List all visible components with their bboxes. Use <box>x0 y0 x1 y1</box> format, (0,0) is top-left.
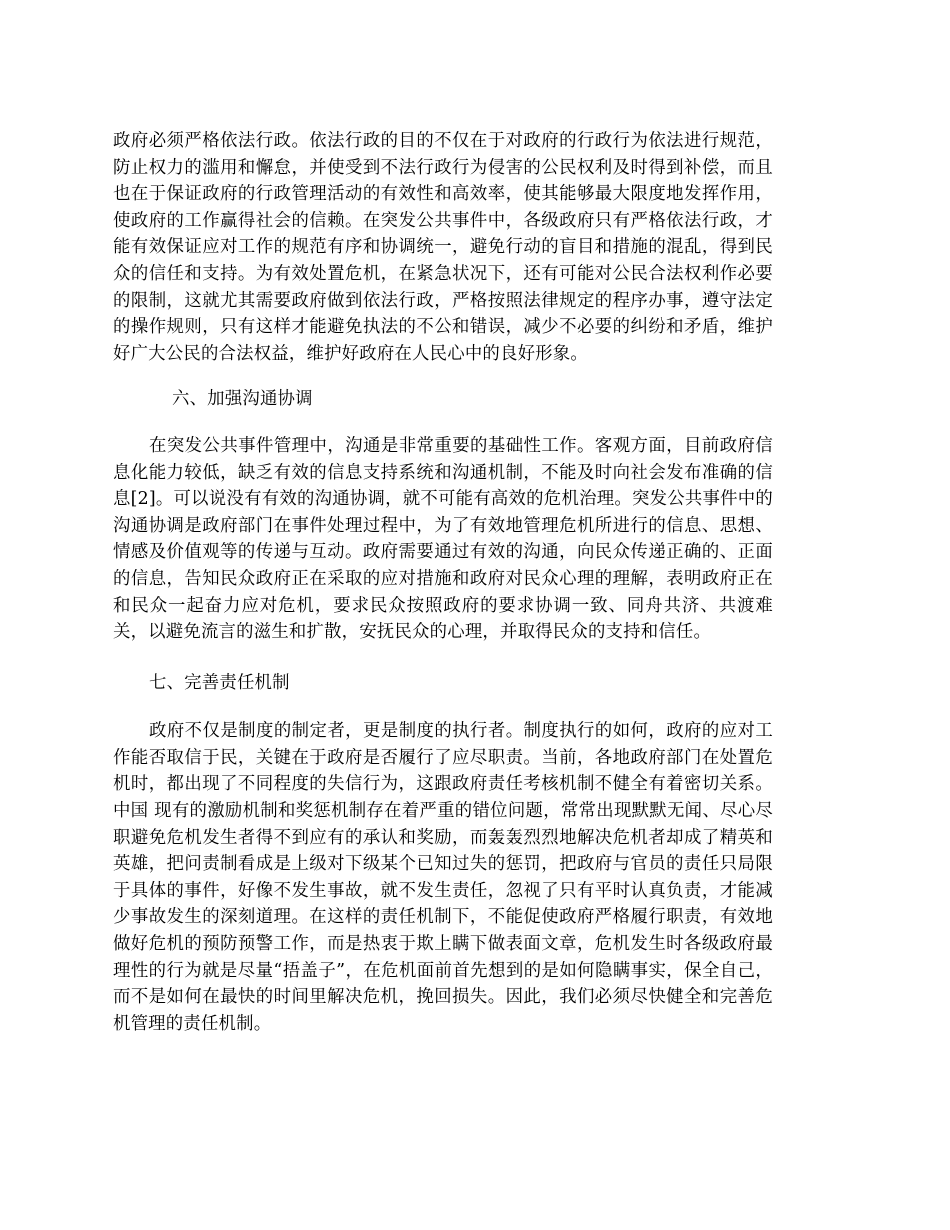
document-body <box>113 128 773 1037</box>
section-6-paragraph: 在突发公共事件管理中，沟通是非常重要的基础性工作。客观方面，目前政府信息化能力较低，缺乏有效的信息支持系统和沟通机制，不能及时向社会发布准确的信息[2]。可以说没有有效的沟通协调，就不可能有高效的危机治理。突发公共事件中的沟通协调是政府部门在事件处理过程中，为了有效地管理危机所进行的信息、思想、情感及价值观等的传递与互动。政府需要通过有效的沟通，向民众传递正确的、正面的信息，告知民众政府正在采取的应对措施和政府对民众心理的理解，表明政府正在和民众一起奋力应对危机，要求民众按照政府的要求协调一致、同舟共济、共渡难关，以避免流言的滋生和扩散，安抚民众的心理，并取得民众的支持和信任。 <box>113 435 773 643</box>
section-7-paragraph: 政府不仅是制度的制定者，更是制度的执行者。制度执行的如何，政府的应对工作能否取信于民，关键在于政府是否履行了应尽职责。当前，各地政府部门在处置危机时，都出现了不同程度的失信行为，这跟政府责任考核机制不健全有着密切关系。 中国 现有的激励机制和奖惩机制存在着严重的错位问题，常常出现默默无闻、尽心尽职避免危机发生者得不到应有的承认和奖励，而轰轰烈烈地解决危机者却成了精英和英雄，把问责制看成是上级对下级某个已知过失的惩罚，把政府与官员的责任只局限于具体的事件，好像不发生事故，就不发生责任，忽视了只有平时认真负责，才能减少事故发生的深刻道理。在这样的责任机制下，不能促使政府严格履行职责，有效地做好危机的预防预警工作，而是热衷于欺上瞒下做表面文章，危机发生时各级政府最理性的行为就是尽量“捂盖子”，在危机面前首先想到的是如何隐瞒事实，保全自己，而不是如何在最快的时间里解决危机，挽回损失。因此，我们必须尽快健全和完善危机管理的责任机制。 <box>113 721 773 1034</box>
intro-paragraph: 政府必须严格依法行政。依法行政的目的不仅在于对政府的行政行为依法进行规范，防止权力的滥用和懈怠，并使受到不法行政行为侵害的公民权利及时得到补偿，而且也在于保证政府的行政管理活动的有效性和高效率，使其能够最大限度地发挥作用，使政府的工作赢得社会的信赖。在突发公共事件中，各级政府只有严格依法行政，才能有效保证应对工作的规范有序和协调统一，避免行动的盲目和措施的混乱，得到民众的信任和支持。为有效处置危机，在紧急状况下，还有可能对公民合法权利作必要的限制，这就尤其需要政府做到依法行政，严格按照法律规定的程序办事，遵守法定的操作规则，只有这样才能避免执法的不公和错误，减少不必要的纠纷和矛盾，维护好广大公民的合法权益，维护好政府在人民心中的良好形象。 <box>113 131 773 364</box>
section-heading-7: 七、完善责任机制 <box>149 672 290 693</box>
section-heading-6: 六、加强沟通协调 <box>172 389 313 410</box>
